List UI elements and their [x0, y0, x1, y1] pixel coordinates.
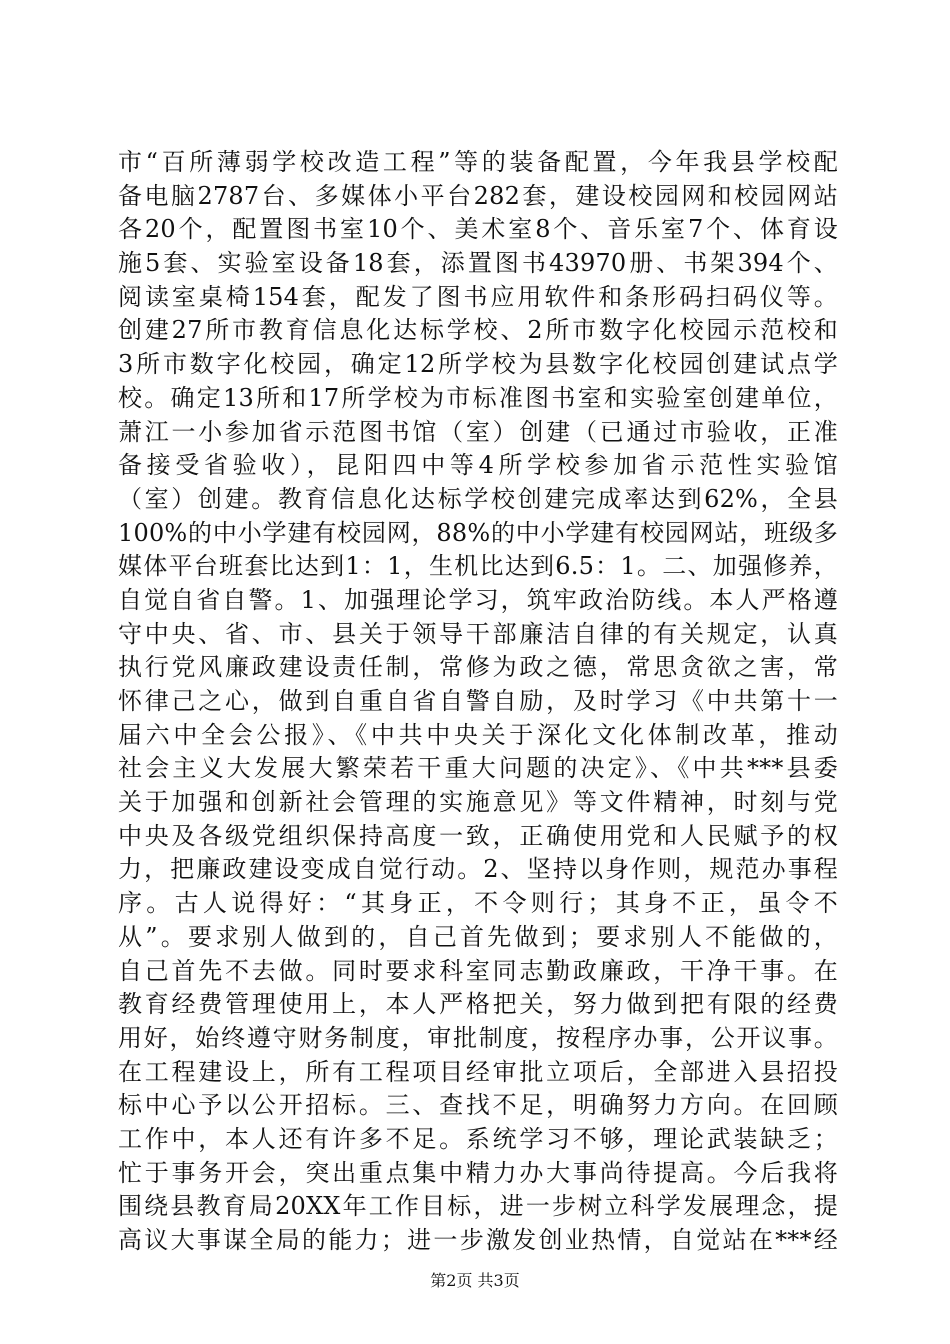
text-line: 中央及各级党组织保持高度一致，正确使用党和人民赋予的权: [118, 821, 838, 850]
text-line: 阅读室桌椅154套，配发了图书应用软件和条形码扫码仪等。: [118, 282, 838, 311]
text-line: 萧江一小参加省示范图书馆（室）创建（已通过市验收，正准: [118, 417, 838, 446]
text-line: 围绕县教育局20XX年工作目标，进一步树立科学发展理念，提: [118, 1192, 838, 1221]
text-line: （室）创建。教育信息化达标学校创建完成率达到62%，全县: [118, 484, 838, 513]
text-line: 媒体平台班套比达到1：1，生机比达到6.5：1。二、加强修养，: [118, 552, 838, 581]
text-line: 高议大事谋全局的能力；进一步激发创业热情，自觉站在***经: [118, 1226, 838, 1254]
text-line: 社会主义大发展大繁荣若干重大问题的决定》、《中共***县委: [118, 754, 838, 783]
text-line: 市“百所薄弱学校改造工程”等的装备配置，今年我县学校配: [118, 148, 838, 176]
text-line: 从”。要求别人做到的，自己首先做到；要求别人不能做的，: [118, 922, 838, 951]
text-line: 标中心予以公开招标。三、查找不足，明确努力方向。在回顾: [118, 1091, 838, 1120]
text-line: 备接受省验收），昆阳四中等4所学校参加省示范性实验馆: [118, 451, 838, 480]
text-line: 守中央、省、市、县关于领导干部廉洁自律的有关规定，认真: [118, 619, 838, 648]
text-line: 力，把廉政建设变成自觉行动。2、坚持以身作则，规范办事程: [118, 855, 838, 884]
text-line: 忙于事务开会，突出重点集中精力办大事尚待提高。今后我将: [118, 1158, 838, 1187]
text-line: 序。古人说得好：“其身正，不令则行；其身不正，虽令不: [118, 889, 838, 918]
text-line: 工作中，本人还有许多不足。系统学习不够，理论武装缺乏；: [118, 1124, 838, 1153]
page-footer: 第2页 共3页: [430, 1271, 520, 1290]
text-line: 在工程建设上，所有工程项目经审批立项后，全部进入县招投: [118, 1057, 838, 1086]
text-line: 怀律己之心，做到自重自省自警自励，及时学习《中共第十一: [118, 687, 838, 715]
text-line: 关于加强和创新社会管理的实施意见》等文件精神，时刻与党: [118, 788, 838, 817]
text-line: 各20个，配置图书室10个、美术室8个、音乐室7个、体育设: [118, 215, 838, 244]
text-line: 自己首先不去做。同时要求科室同志勤政廉政，干净干事。在: [118, 956, 838, 985]
body-text: [118, 146, 838, 1258]
text-line: 施5套、实验室设备18套，添置图书43970册、书架394个、: [118, 249, 838, 278]
text-line: 备电脑2787台、多媒体小平台282套，建设校园网和校园网站: [118, 181, 838, 210]
text-line: 届六中全会公报》、《中共中央关于深化文化体制改革，推动: [118, 720, 838, 749]
text-line: 创建27所市教育信息化达标学校、2所市数字化校园示范校和: [118, 316, 838, 345]
text-line: 100%的中小学建有校园网，88%的中小学建有校园网站，班级多: [118, 518, 838, 547]
text-line: 教育经费管理使用上，本人严格把关，努力做到把有限的经费: [118, 990, 838, 1019]
text-line: 自觉自省自警。1、加强理论学习，筑牢政治防线。本人严格遵: [118, 585, 838, 614]
text-line: 执行党风廉政建设责任制，常修为政之德，常思贪欲之害，常: [118, 653, 838, 682]
text-line: 校。确定13所和17所学校为市标准图书室和实验室创建单位，: [118, 383, 838, 412]
text-line: 3所市数字化校园，确定12所学校为县数字化校园创建试点学: [118, 350, 838, 379]
text-line: 用好，始终遵守财务制度，审批制度，按程序办事，公开议事。: [118, 1023, 838, 1052]
